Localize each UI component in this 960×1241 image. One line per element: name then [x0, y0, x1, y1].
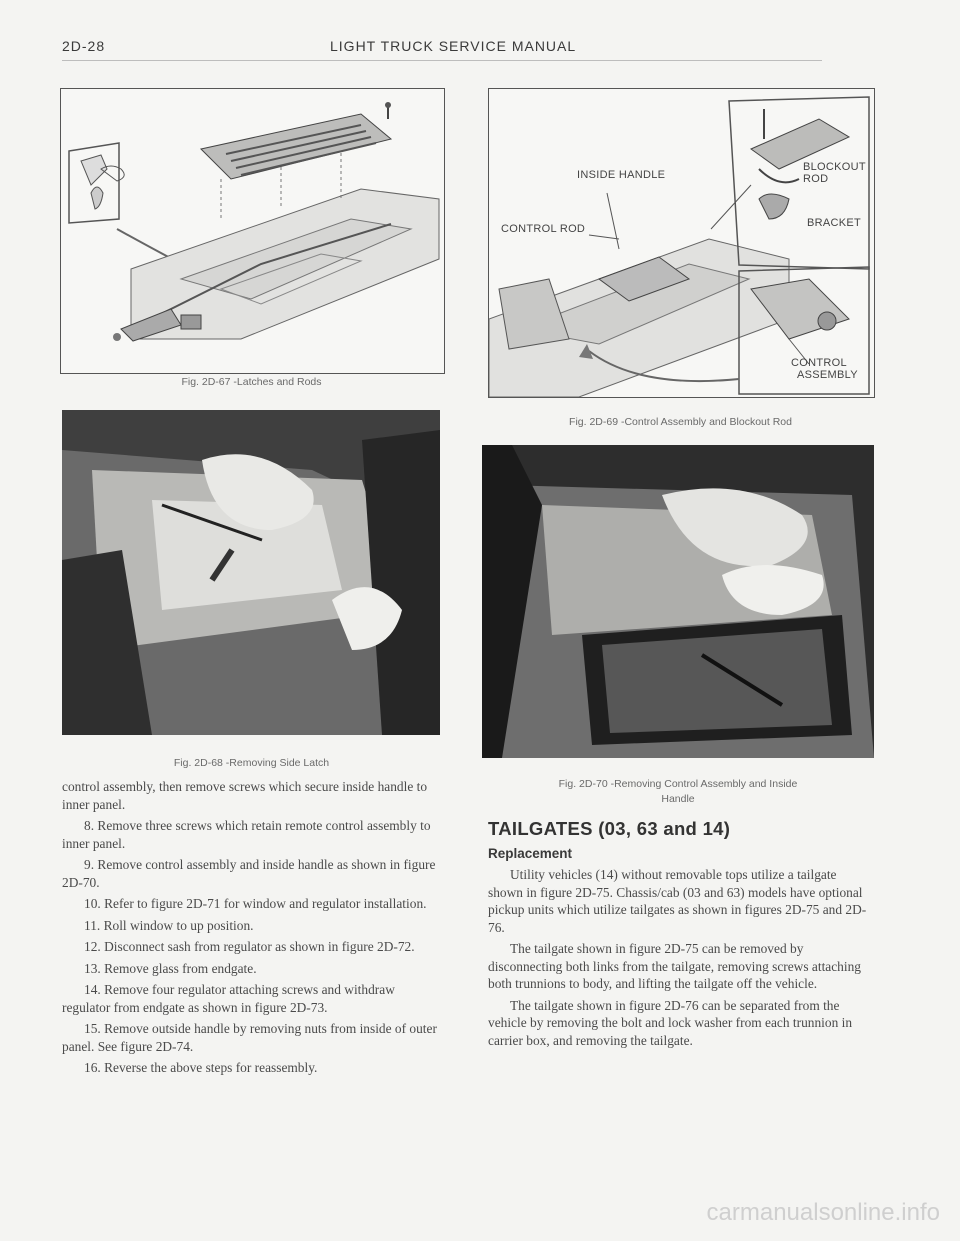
- figure-2d-67-caption: Fig. 2D-67 -Latches and Rods: [181, 376, 322, 388]
- label-bracket: BRACKET: [807, 217, 862, 229]
- control-assembly-illustration: [489, 89, 874, 397]
- step-11: 11. Roll window to up position.: [84, 917, 254, 933]
- label-inside-handle: INSIDE HANDLE: [577, 169, 666, 181]
- label-blockout: BLOCKOUT: [803, 161, 866, 173]
- figure-2d-68-caption: Fig. 2D-68 -Removing Side Latch: [173, 757, 330, 769]
- label-control: CONTROL: [791, 357, 847, 369]
- latches-and-rods-illustration: [61, 89, 444, 373]
- step-8: 8. Remove three screws which retain remote control assembly to inner panel.: [62, 818, 431, 851]
- figure-2d-70-photo: [482, 445, 874, 758]
- step-15: 15. Remove outside handle by removing nuts from inside of outer panel. See figure 2D-74.: [62, 1021, 437, 1054]
- figure-2d-67: [60, 88, 445, 374]
- tailgate-paragraph-3: The tailgate shown in figure 2D-76 can be separated from the vehicle by removing the bolt and lock washer from each trunnion in carrier box, and removing the tailgate.: [488, 997, 853, 1048]
- removing-control-assembly-photo: [482, 445, 874, 758]
- label-control-rod: CONTROL ROD: [501, 223, 586, 235]
- step-10: 10. Refer to figure 2D-71 for window and regulator installation.: [84, 896, 427, 911]
- step-13: 13. Remove glass from endgate.: [84, 960, 257, 976]
- figure-2d-69: [488, 88, 875, 398]
- tailgate-paragraph-1: Utility vehicles (14) without removable tops utilize a tailgate shown in figure 2D-75. Chassis/cab (03 and 63) models have optional pickup units which utilize tailgates as shown in figures 2D-75 and 2D-76.: [488, 867, 867, 935]
- figure-2d-70-caption: [482, 777, 874, 807]
- manual-title: LIGHT TRUCK SERVICE MANUAL: [330, 38, 577, 54]
- figure-2d-70-caption-line2: Handle: [661, 793, 695, 805]
- figure-2d-68-photo: [62, 410, 440, 735]
- step-9: 9. Remove control assembly and inside handle as shown in figure 2D-70.: [62, 857, 436, 890]
- step-16: 16. Reverse the above steps for reassembly.: [84, 1060, 318, 1075]
- subsection-title: Replacement: [488, 846, 573, 861]
- figure-2d-70-caption-line1: Fig. 2D-70 -Removing Control Assembly and Inside: [558, 778, 798, 790]
- page-number: 2D-28: [62, 38, 106, 54]
- label-rod: ROD: [803, 173, 829, 185]
- right-text-column: [488, 866, 872, 1053]
- step-14: 14. Remove four regulator attaching screws and withdraw regulator from endgate as shown in figure 2D-73.: [62, 982, 395, 1015]
- label-assembly: ASSEMBLY: [797, 369, 858, 381]
- header-divider: [62, 60, 822, 61]
- watermark: carmanualsonline.info: [706, 1199, 940, 1226]
- intro-paragraph: control assembly, then remove screws which secure inside handle to inner panel.: [62, 779, 428, 812]
- figure-2d-69-caption: Fig. 2D-69 -Control Assembly and Blockout Rod: [569, 416, 792, 428]
- tailgate-paragraph-2: The tailgate shown in figure 2D-75 can be removed by disconnecting both links from the tailgate, removing screws attaching both trunnions to body, and lifting the tailgate off the vehicle.: [488, 941, 861, 991]
- section-title: TAILGATES (03, 63 and 14): [488, 818, 731, 839]
- left-text-column: [62, 778, 442, 1081]
- step-12: 12. Disconnect sash from regulator as shown in figure 2D-72.: [84, 939, 415, 954]
- removing-side-latch-photo: [62, 410, 440, 735]
